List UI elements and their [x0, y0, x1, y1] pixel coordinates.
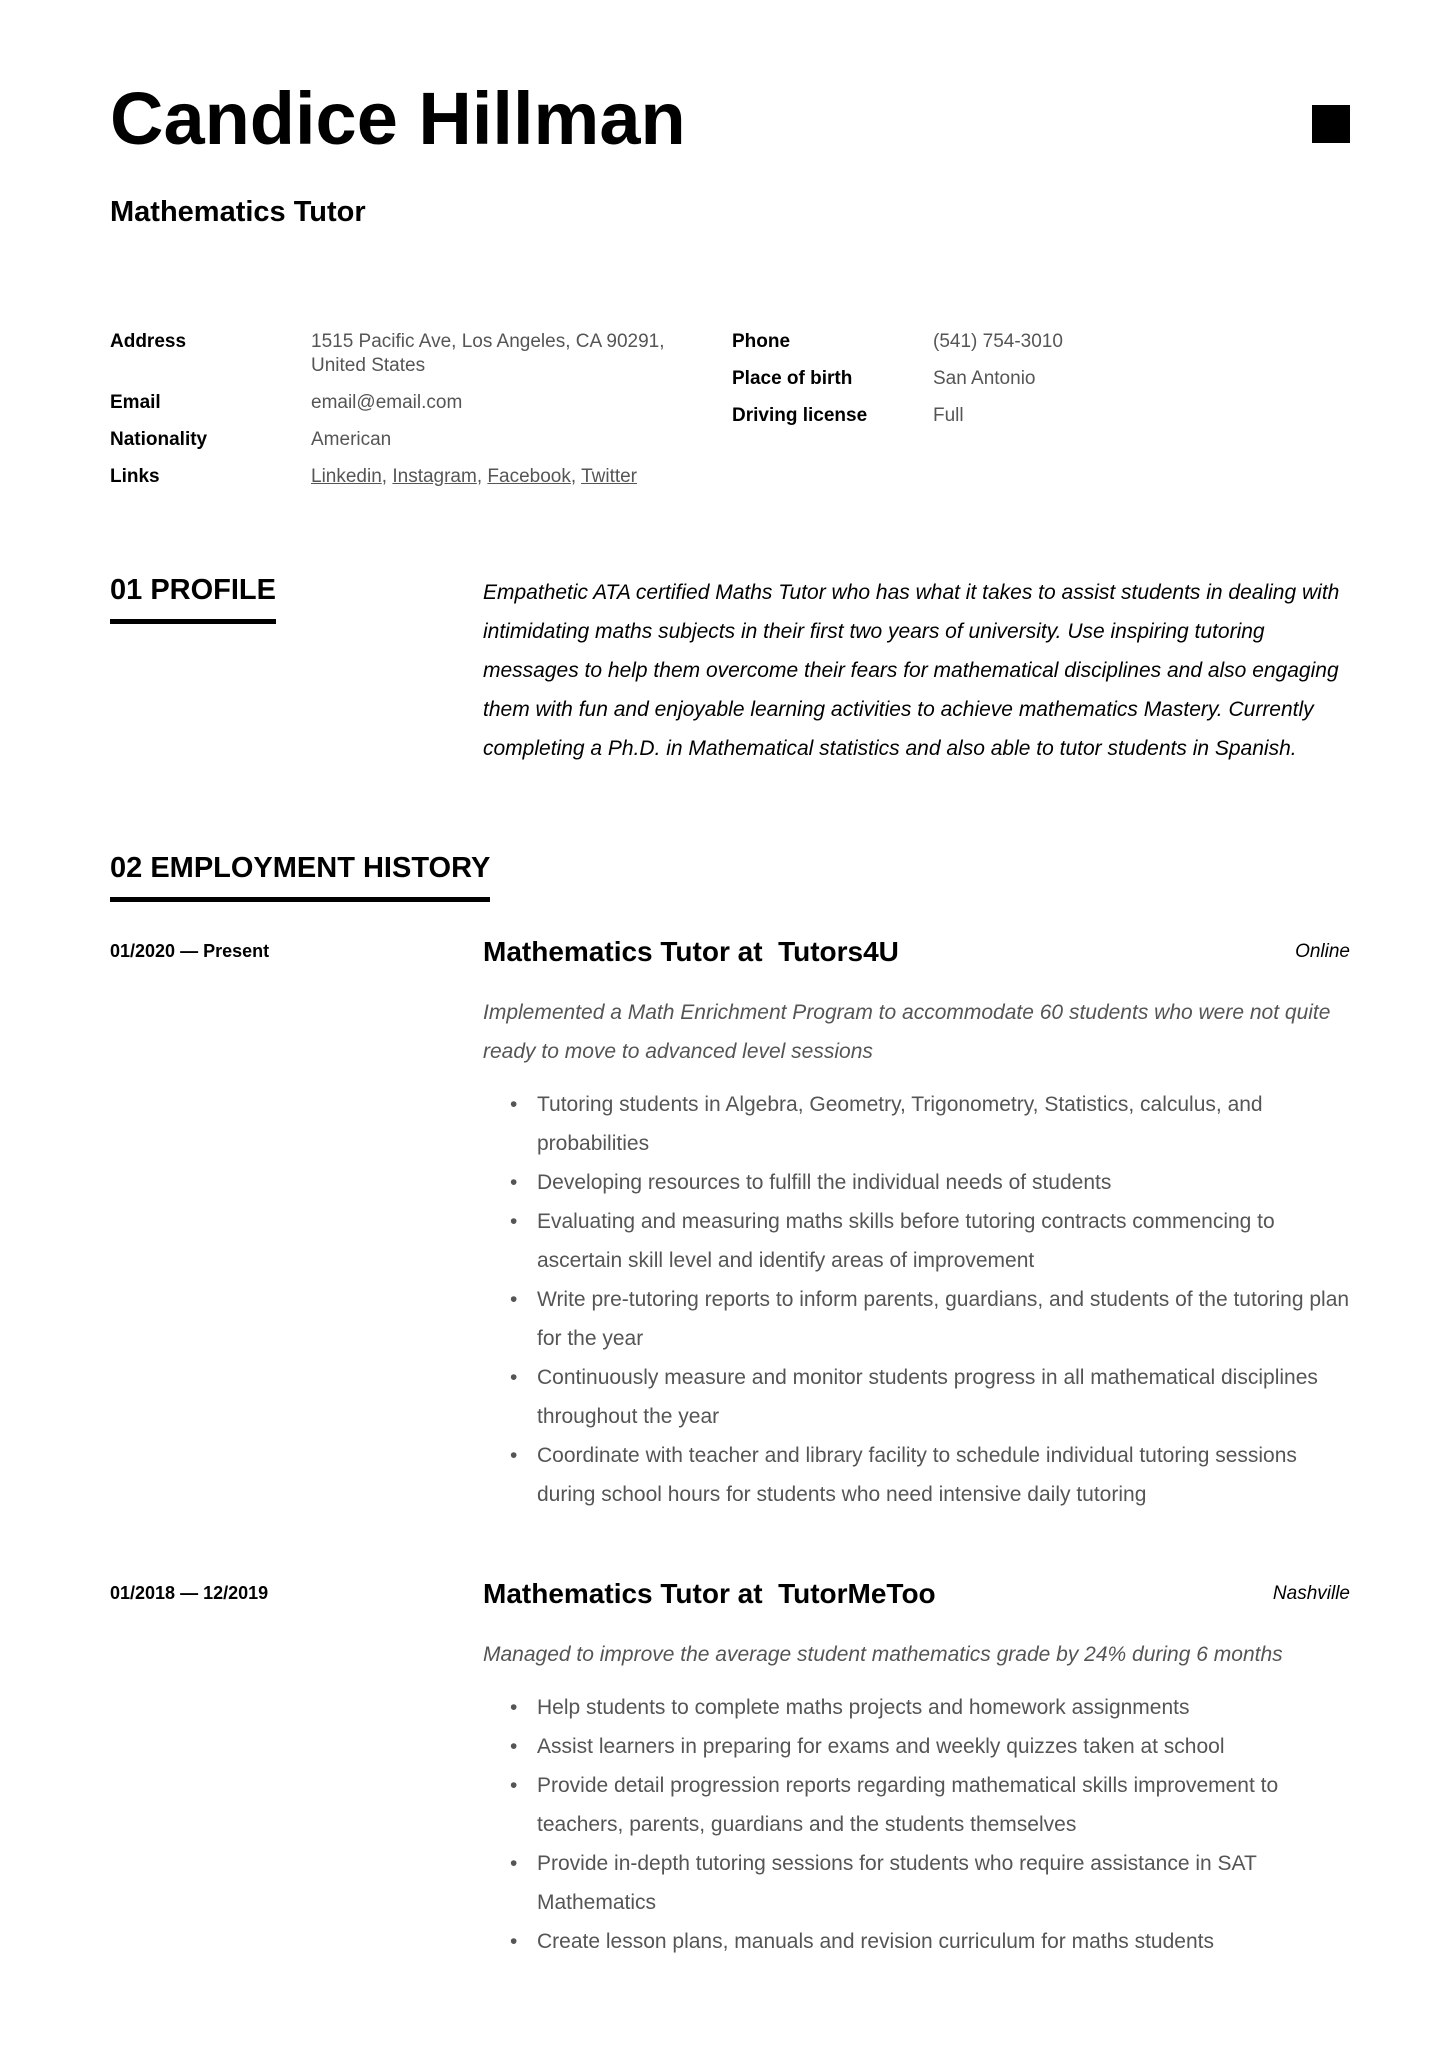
links-list	[311, 465, 711, 489]
job-summary: Implemented a Math Enrichment Program to accommodate 60 students who were not quite ready to move to advanced level sessions	[483, 1001, 1331, 1063]
link-separator: ,	[381, 466, 393, 487]
place-of-birth-label: Place of birth	[732, 368, 853, 389]
job-summary: Managed to improve the average student mathematics grade by 24% during 6 months	[483, 1643, 1283, 1666]
phone-value: (541) 754-3010	[933, 331, 1063, 352]
job-bullet: • Assist learners in preparing for exams and weekly quizzes taken at school	[483, 1727, 1353, 1766]
job-dates: 01/2018 — 12/2019	[110, 1583, 269, 1603]
nationality-value: American	[311, 429, 392, 450]
email-label: Email	[110, 392, 161, 413]
job-dates: 01/2020 — Present	[110, 941, 270, 961]
link-separator: ,	[570, 466, 582, 487]
candidate-job-title: Mathematics Tutor	[110, 196, 366, 228]
job-bullet: • Developing resources to fulfill the individual needs of students	[483, 1163, 1353, 1202]
profile-text: Empathetic ATA certified Maths Tutor who has what it takes to assist students in dealing with intimidating maths subjects in their first two years of university. Use inspiring tutoring messages to help them overcome their fears for mathematical disciplines and also engaging them with fun and enjoyable learning activities to achieve mathematics Mastery. Currently completing a Ph.D. in Mathematical statistics and also able to tutor students in Spanish.	[483, 581, 1340, 760]
candidate-name: Candice Hillman	[110, 77, 686, 160]
job-bullet-list	[483, 1688, 1353, 1961]
profile-heading: 01 PROFILE	[110, 576, 276, 624]
nationality-label: Nationality	[110, 429, 208, 450]
job-title: Mathematics Tutor at Tutors4U	[483, 936, 899, 967]
linkedin-link[interactable]: Linkedin	[311, 466, 382, 487]
job-bullet: • Tutoring students in Algebra, Geometry, Trigonometry, Statistics, calculus, and probabilities	[483, 1085, 1353, 1163]
driving-license-value: Full	[933, 405, 964, 426]
job-bullet: • Coordinate with teacher and library facility to schedule individual tutoring sessions during school hours for students who need intensive daily tutoring	[483, 1436, 1353, 1514]
link-separator: ,	[476, 466, 488, 487]
phone-label: Phone	[732, 331, 791, 352]
job-bullet: • Provide in-depth tutoring sessions for students who require assistance in SAT Mathematics	[483, 1844, 1353, 1922]
driving-license-label: Driving license	[732, 405, 868, 426]
job-bullet: • Provide detail progression reports regarding mathematical skills improvement to teachers, parents, guardians and the students themselves	[483, 1766, 1353, 1844]
email-value: email@email.com	[311, 392, 463, 413]
job-bullet: • Write pre-tutoring reports to inform parents, guardians, and students of the tutoring plan for the year	[483, 1280, 1353, 1358]
job-bullet: • Help students to complete maths projects and homework assignments	[483, 1688, 1353, 1727]
instagram-link[interactable]: Instagram	[392, 466, 477, 487]
links-label: Links	[110, 466, 160, 487]
job-bullet: • Evaluating and measuring maths skills before tutoring contracts commencing to ascertain skill level and identify areas of improvement	[483, 1202, 1353, 1280]
address-line-1: 1515 Pacific Ave, Los Angeles, CA 90291,	[311, 331, 665, 352]
job-location: Online	[1295, 941, 1350, 962]
personal-details	[110, 330, 1350, 500]
job-bullet: • Continuously measure and monitor students progress in all mathematical disciplines throughout the year	[483, 1358, 1353, 1436]
job-title: Mathematics Tutor at TutorMeToo	[483, 1578, 936, 1609]
twitter-link[interactable]: Twitter	[581, 466, 638, 487]
place-of-birth-value: San Antonio	[933, 368, 1036, 389]
address-label: Address	[110, 331, 187, 352]
address-value	[311, 330, 711, 378]
job-bullet: • Create lesson plans, manuals and revision curriculum for maths students	[483, 1922, 1353, 1961]
facebook-link[interactable]: Facebook	[487, 466, 571, 487]
address-line-2: United States	[311, 355, 426, 376]
job-location: Nashville	[1272, 1583, 1350, 1604]
job-bullet-list	[483, 1085, 1353, 1514]
employment-heading: 02 EMPLOYMENT HISTORY	[110, 854, 490, 902]
decorative-square-icon	[1312, 105, 1350, 143]
